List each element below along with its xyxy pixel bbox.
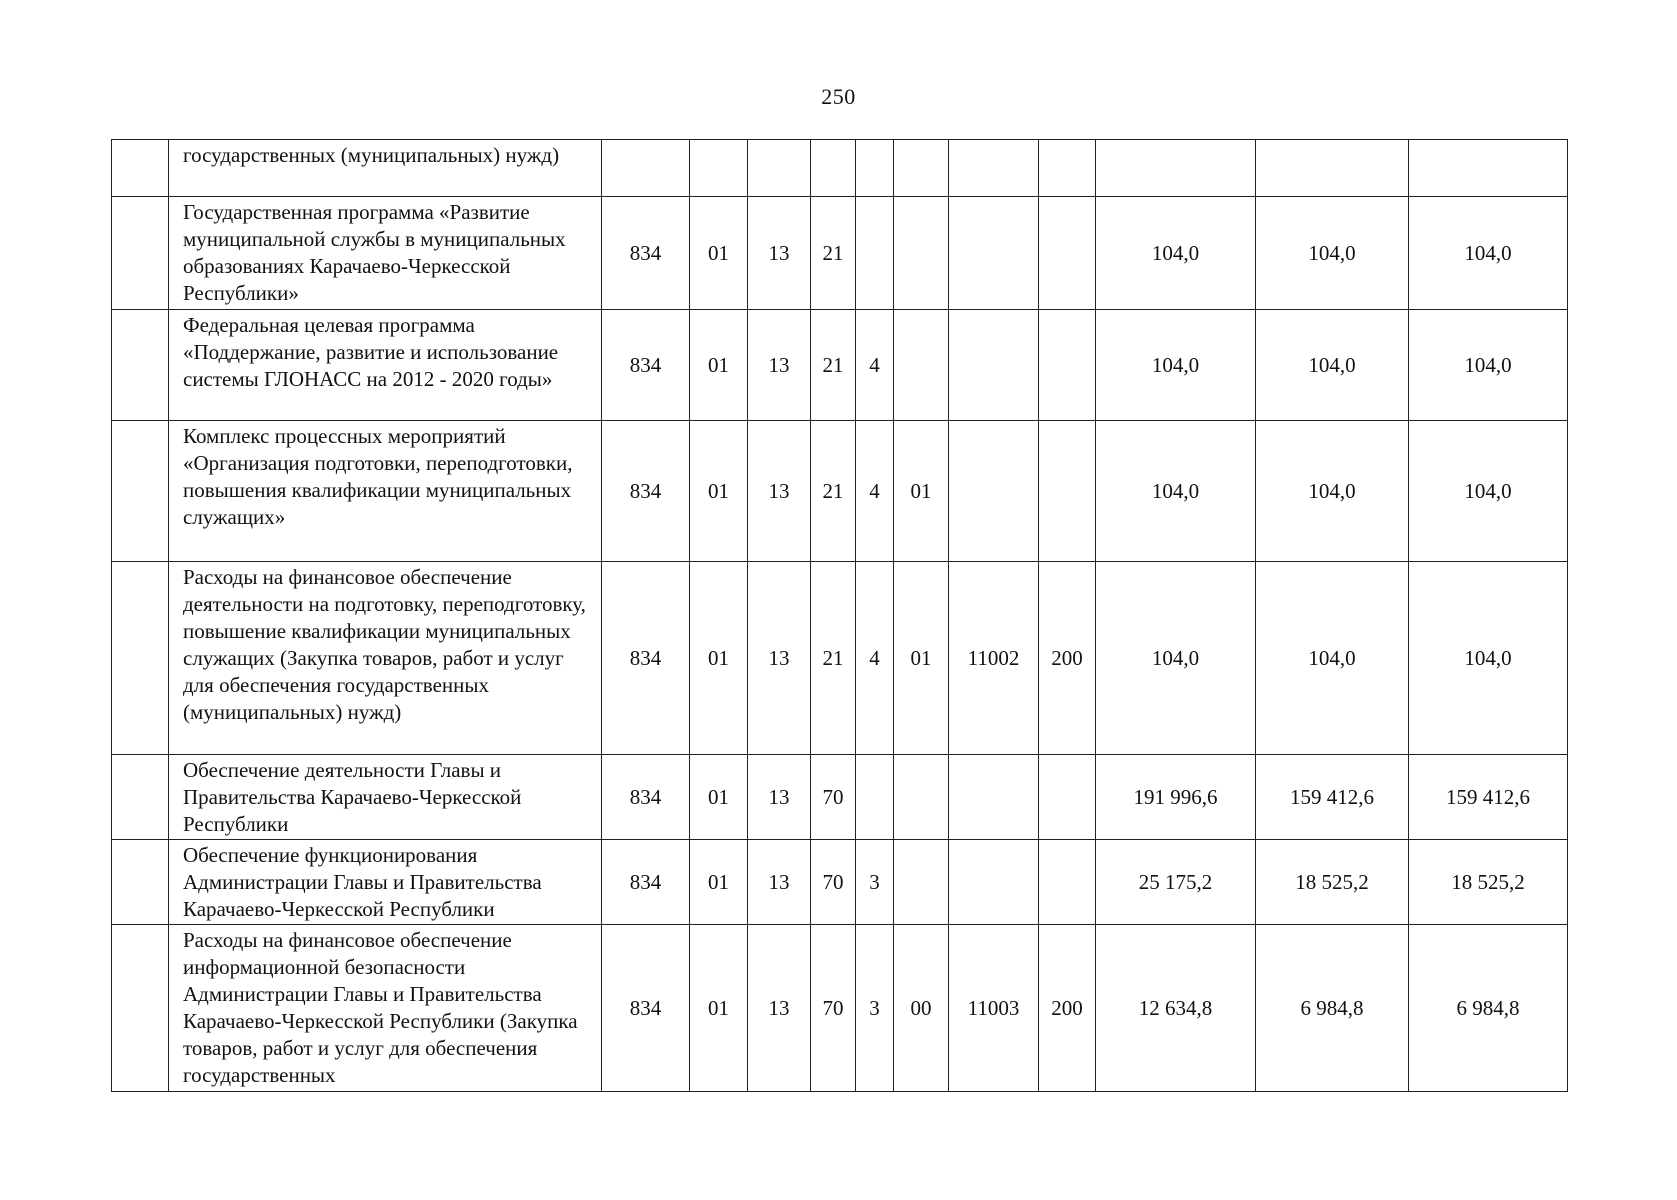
row-number-cell	[112, 197, 169, 310]
section-code-cell: 01	[690, 925, 748, 1092]
program-code-cell: 21	[811, 562, 856, 755]
table-body	[112, 140, 1568, 1092]
event-code-cell: 01	[894, 562, 949, 755]
table-row	[112, 421, 1568, 562]
amount-year-3-cell	[1409, 140, 1568, 197]
amount-year-2-cell: 104,0	[1256, 562, 1409, 755]
amount-year-1-cell: 104,0	[1096, 310, 1256, 421]
amount-year-3-cell: 18 525,2	[1409, 840, 1568, 925]
amount-year-2-cell: 159 412,6	[1256, 755, 1409, 840]
table-row	[112, 197, 1568, 310]
amount-year-1-cell: 12 634,8	[1096, 925, 1256, 1092]
amount-year-1-cell: 104,0	[1096, 421, 1256, 562]
subprogram-code-cell: 4	[856, 310, 894, 421]
direction-code-cell	[949, 197, 1039, 310]
item-name-cell: Расходы на финансовое обеспечение деятельности на подготовку, переподготовку, повышение квалификации муниципальных служащих (Закупка товаров, работ и услуг для обеспечения государственных (муниципальных) нужд)	[169, 562, 602, 755]
admin-code-cell: 834	[602, 310, 690, 421]
item-name-cell: Государственная программа «Развитие муниципальной службы в муниципальных образованиях Карачаево-Черкесской Республики»	[169, 197, 602, 310]
direction-code-cell: 11003	[949, 925, 1039, 1092]
amount-year-3-cell: 6 984,8	[1409, 925, 1568, 1092]
table-row	[112, 140, 1568, 197]
expense-type-cell	[1039, 140, 1096, 197]
event-code-cell	[894, 755, 949, 840]
section-code-cell: 01	[690, 197, 748, 310]
row-number-cell	[112, 562, 169, 755]
direction-code-cell: 11002	[949, 562, 1039, 755]
amount-year-1-cell: 104,0	[1096, 197, 1256, 310]
admin-code-cell	[602, 140, 690, 197]
program-code-cell: 21	[811, 421, 856, 562]
table-row	[112, 310, 1568, 421]
row-number-cell	[112, 755, 169, 840]
event-code-cell	[894, 197, 949, 310]
program-code-cell: 70	[811, 755, 856, 840]
table-row	[112, 925, 1568, 1092]
admin-code-cell: 834	[602, 840, 690, 925]
event-code-cell	[894, 140, 949, 197]
amount-year-1-cell: 25 175,2	[1096, 840, 1256, 925]
admin-code-cell: 834	[602, 421, 690, 562]
amount-year-3-cell: 159 412,6	[1409, 755, 1568, 840]
item-name-cell: государственных (муниципальных) нужд)	[169, 140, 602, 197]
direction-code-cell	[949, 840, 1039, 925]
program-code-cell	[811, 140, 856, 197]
subsection-code-cell: 13	[748, 310, 811, 421]
section-code-cell: 01	[690, 421, 748, 562]
subprogram-code-cell: 3	[856, 925, 894, 1092]
subprogram-code-cell	[856, 140, 894, 197]
section-code-cell: 01	[690, 755, 748, 840]
budget-table	[111, 139, 1568, 1092]
expense-type-cell: 200	[1039, 562, 1096, 755]
admin-code-cell: 834	[602, 925, 690, 1092]
admin-code-cell: 834	[602, 562, 690, 755]
amount-year-3-cell: 104,0	[1409, 562, 1568, 755]
program-code-cell: 21	[811, 197, 856, 310]
section-code-cell: 01	[690, 840, 748, 925]
amount-year-2-cell	[1256, 140, 1409, 197]
program-code-cell: 21	[811, 310, 856, 421]
row-number-cell	[112, 840, 169, 925]
section-code-cell: 01	[690, 310, 748, 421]
subsection-code-cell	[748, 140, 811, 197]
direction-code-cell	[949, 310, 1039, 421]
subsection-code-cell: 13	[748, 755, 811, 840]
expense-type-cell	[1039, 310, 1096, 421]
amount-year-3-cell: 104,0	[1409, 421, 1568, 562]
admin-code-cell: 834	[602, 755, 690, 840]
direction-code-cell	[949, 421, 1039, 562]
subprogram-code-cell	[856, 197, 894, 310]
direction-code-cell	[949, 755, 1039, 840]
item-name-cell: Расходы на финансовое обеспечение информационной безопасности Администрации Главы и Правительства Карачаево-Черкесской Республики (Закупка товаров, работ и услуг для обеспечения государственных	[169, 925, 602, 1092]
amount-year-2-cell: 104,0	[1256, 197, 1409, 310]
direction-code-cell	[949, 140, 1039, 197]
subsection-code-cell: 13	[748, 421, 811, 562]
item-name-cell: Комплекс процессных мероприятий «Организация подготовки, переподготовки, повышения квалификации муниципальных служащих»	[169, 421, 602, 562]
row-number-cell	[112, 925, 169, 1092]
row-number-cell	[112, 140, 169, 197]
table-row	[112, 755, 1568, 840]
amount-year-3-cell: 104,0	[1409, 310, 1568, 421]
row-number-cell	[112, 421, 169, 562]
amount-year-2-cell: 104,0	[1256, 421, 1409, 562]
expense-type-cell	[1039, 840, 1096, 925]
admin-code-cell: 834	[602, 197, 690, 310]
item-name-cell: Обеспечение функционирования Администрации Главы и Правительства Карачаево-Черкесской Республики	[169, 840, 602, 925]
amount-year-1-cell	[1096, 140, 1256, 197]
amount-year-2-cell: 104,0	[1256, 310, 1409, 421]
expense-type-cell	[1039, 421, 1096, 562]
expense-type-cell	[1039, 755, 1096, 840]
event-code-cell: 01	[894, 421, 949, 562]
subsection-code-cell: 13	[748, 562, 811, 755]
program-code-cell: 70	[811, 840, 856, 925]
table-row	[112, 562, 1568, 755]
subsection-code-cell: 13	[748, 840, 811, 925]
program-code-cell: 70	[811, 925, 856, 1092]
subsection-code-cell: 13	[748, 925, 811, 1092]
table-row	[112, 840, 1568, 925]
event-code-cell: 00	[894, 925, 949, 1092]
amount-year-1-cell: 191 996,6	[1096, 755, 1256, 840]
subprogram-code-cell: 3	[856, 840, 894, 925]
subsection-code-cell: 13	[748, 197, 811, 310]
amount-year-2-cell: 18 525,2	[1256, 840, 1409, 925]
amount-year-2-cell: 6 984,8	[1256, 925, 1409, 1092]
section-code-cell	[690, 140, 748, 197]
expense-type-cell: 200	[1039, 925, 1096, 1092]
event-code-cell	[894, 310, 949, 421]
section-code-cell: 01	[690, 562, 748, 755]
page-number: 250	[821, 84, 856, 109]
subprogram-code-cell: 4	[856, 421, 894, 562]
amount-year-1-cell: 104,0	[1096, 562, 1256, 755]
subprogram-code-cell	[856, 755, 894, 840]
amount-year-3-cell: 104,0	[1409, 197, 1568, 310]
event-code-cell	[894, 840, 949, 925]
item-name-cell: Федеральная целевая программа «Поддержание, развитие и использование системы ГЛОНАСС на 2012 - 2020 годы»	[169, 310, 602, 421]
row-number-cell	[112, 310, 169, 421]
subprogram-code-cell: 4	[856, 562, 894, 755]
expense-type-cell	[1039, 197, 1096, 310]
item-name-cell: Обеспечение деятельности Главы и Правительства Карачаево-Черкесской Республики	[169, 755, 602, 840]
